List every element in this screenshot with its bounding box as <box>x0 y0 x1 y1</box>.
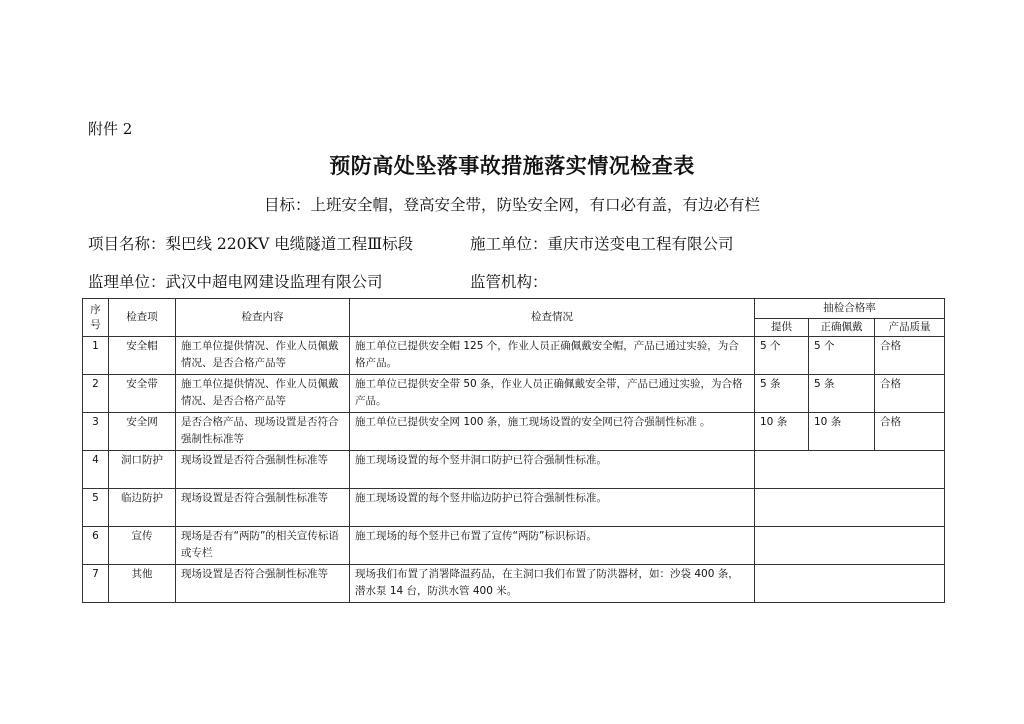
row-rate-empty <box>755 489 945 527</box>
project-name: 项目名称：梨巴线 220KV 电缆隧道工程Ⅲ标段 <box>88 235 414 253</box>
row-content: 现场设置是否符合强制性标准等 <box>176 451 350 489</box>
table-row <box>83 337 945 375</box>
row-item: 宣传 <box>109 527 176 565</box>
table-row <box>83 527 945 565</box>
row-provided: 5 条 <box>755 375 809 413</box>
col-header-situation: 检查情况 <box>350 299 755 337</box>
col-header-worn: 正确佩戴 <box>809 319 875 337</box>
row-situation: 现场我们布置了消署降温药品，在主洞口我们布置了防洪器材，如：沙袋 400 条，潜水泵 14 台，防洪水管 400 米。 <box>350 565 755 603</box>
table-row <box>83 375 945 413</box>
table-row <box>83 565 945 603</box>
row-content: 是否合格产品、现场设置是否符合强制性标准等 <box>176 413 350 451</box>
row-number: 6 <box>83 527 109 565</box>
table-row <box>83 413 945 451</box>
row-item: 安全网 <box>109 413 176 451</box>
row-quality: 合格 <box>875 375 945 413</box>
row-item: 临边防护 <box>109 489 176 527</box>
inspection-table <box>82 298 945 603</box>
page-title: 预防高处坠落事故措施落实情况检查表 <box>329 153 695 178</box>
row-worn: 5 条 <box>809 375 875 413</box>
row-situation: 施工单位已提供安全网 100 条，施工现场设置的安全网已符合强制性标准 。 <box>350 413 755 451</box>
row-situation: 施工单位已提供安全帽 125 个，作业人员正确佩戴安全帽，产品已通过实验，为合格产品。 <box>350 337 755 375</box>
col-header-content: 检查内容 <box>176 299 350 337</box>
row-situation: 施工单位已提供安全带 50 条，作业人员正确佩戴安全带，产品已通过实验，为合格产品。 <box>350 375 755 413</box>
row-provided: 10 条 <box>755 413 809 451</box>
row-rate-empty <box>755 451 945 489</box>
row-content: 现场是否有“两防”的相关宣传标语或专栏 <box>176 527 350 565</box>
row-number: 1 <box>83 337 109 375</box>
row-item: 洞口防护 <box>109 451 176 489</box>
row-content: 现场设置是否符合强制性标准等 <box>176 489 350 527</box>
regulator: 监管机构： <box>470 273 548 291</box>
row-content: 施工单位提供情况、作业人员佩戴情况、是否合格产品等 <box>176 375 350 413</box>
table-row <box>83 451 945 489</box>
row-content: 施工单位提供情况、作业人员佩戴情况、是否合格产品等 <box>176 337 350 375</box>
row-number: 7 <box>83 565 109 603</box>
row-worn: 10 条 <box>809 413 875 451</box>
supervision-unit: 监理单位：武汉中超电网建设监理有限公司 <box>88 273 383 291</box>
row-number: 3 <box>83 413 109 451</box>
row-rate-empty <box>755 527 945 565</box>
table-row <box>83 489 945 527</box>
row-rate-empty <box>755 565 945 603</box>
row-worn: 5 个 <box>809 337 875 375</box>
row-quality: 合格 <box>875 337 945 375</box>
attachment-label: 附件 2 <box>88 120 133 138</box>
goal-line: 目标：上班安全帽，登高安全带，防坠安全网，有口必有盖，有边必有栏 <box>263 196 760 214</box>
col-header-rate: 抽检合格率 <box>755 299 945 319</box>
col-header-no-line2: 号 <box>90 318 101 331</box>
construction-unit: 施工单位：重庆市送变电工程有限公司 <box>470 235 734 253</box>
row-item: 其他 <box>109 565 176 603</box>
row-provided: 5 个 <box>755 337 809 375</box>
row-item: 安全帽 <box>109 337 176 375</box>
col-header-provided: 提供 <box>755 319 809 337</box>
row-situation: 施工现场设置的每个竖井临边防护已符合强制性标准。 <box>350 489 755 527</box>
row-item: 安全带 <box>109 375 176 413</box>
col-header-item: 检查项 <box>109 299 176 337</box>
row-content: 现场设置是否符合强制性标准等 <box>176 565 350 603</box>
row-quality: 合格 <box>875 413 945 451</box>
col-header-quality: 产品质量 <box>875 319 945 337</box>
col-header-no <box>83 299 109 337</box>
row-number: 4 <box>83 451 109 489</box>
row-situation: 施工现场的每个竖井已布置了宣传“两防”标识标语。 <box>350 527 755 565</box>
row-number: 5 <box>83 489 109 527</box>
row-number: 2 <box>83 375 109 413</box>
row-situation: 施工现场设置的每个竖井洞口防护已符合强制性标准。 <box>350 451 755 489</box>
col-header-no-line1: 序 <box>90 303 101 316</box>
